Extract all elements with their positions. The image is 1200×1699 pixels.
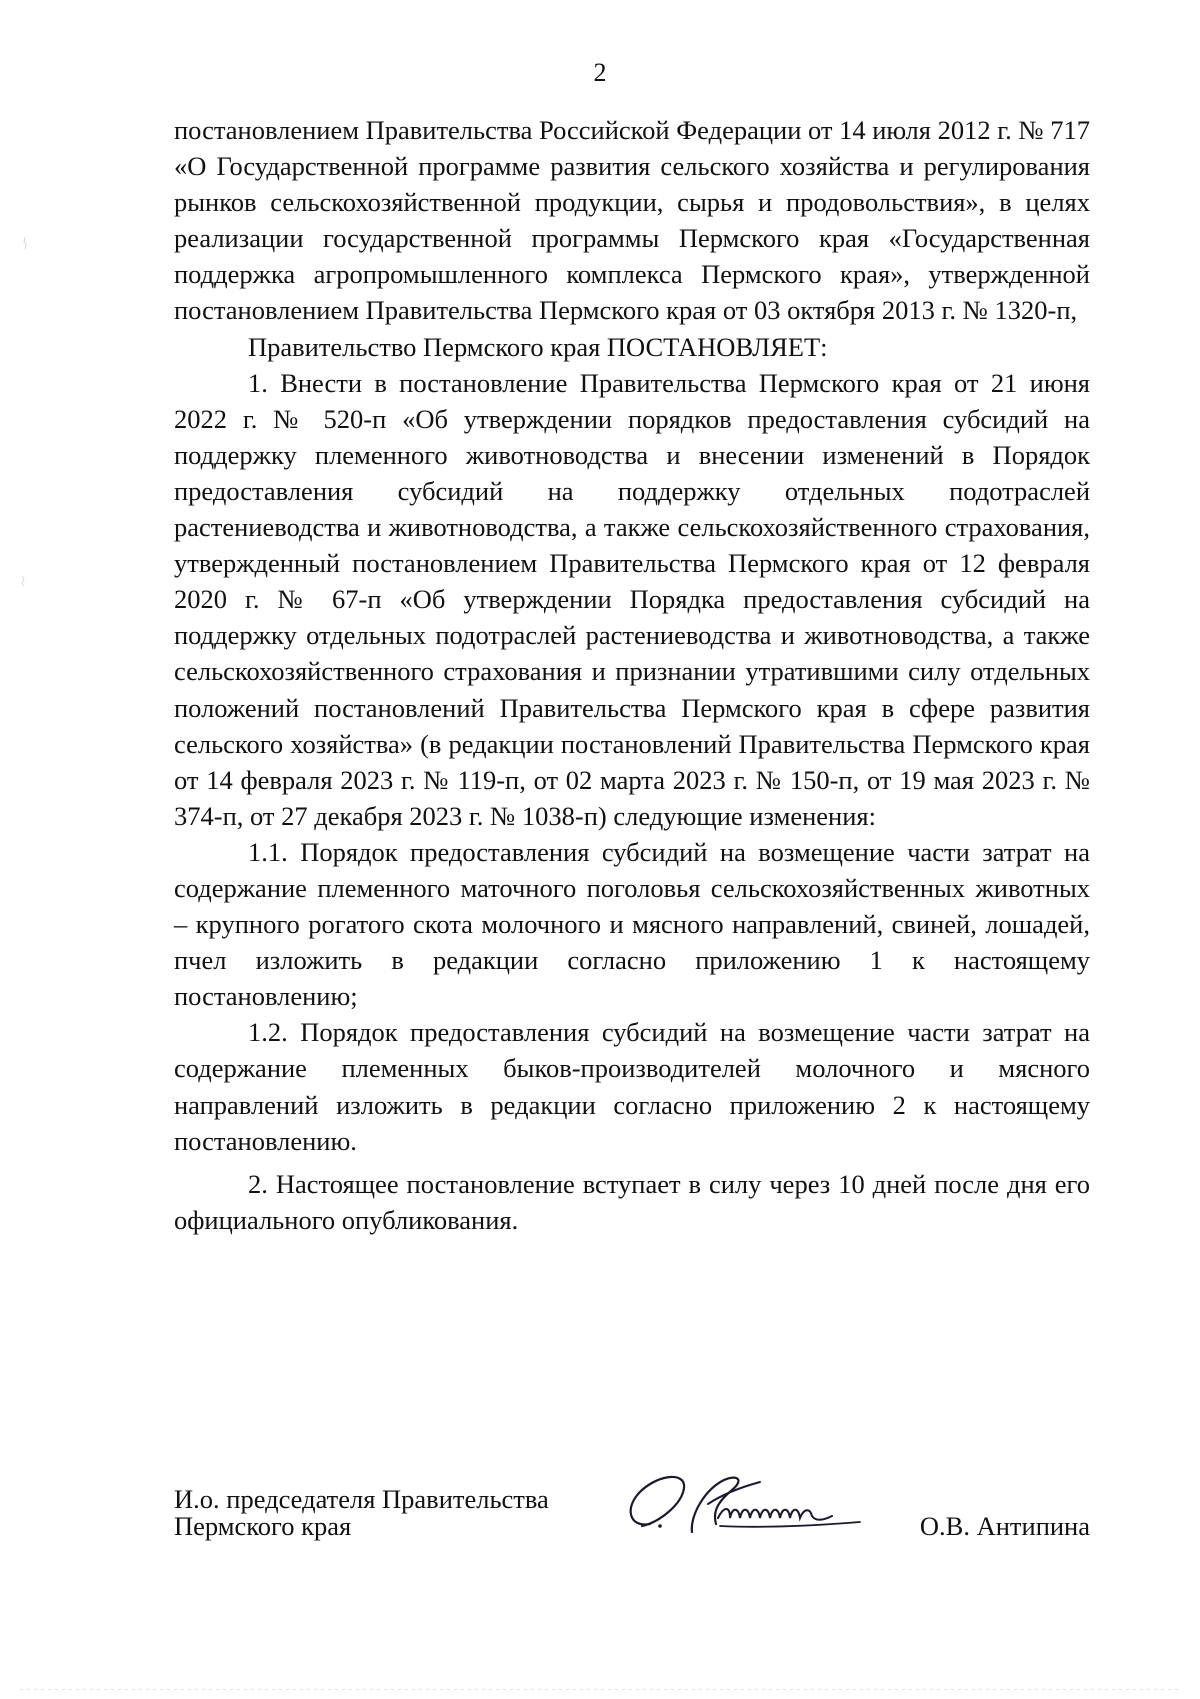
paragraph-item-1-2: 1.2. Порядок предоставления субсидий на возмещение части затрат на содержание племенных быков-производителей молочного и мясного направлений изложить в редакции согласно приложению 2 к настоящему постановлению. (174, 1017, 1090, 1156)
paragraph-item-2: 2. Настоящее постановление вступает в силу через 10 дней после дня его официального опубликования. (174, 1168, 1090, 1235)
page-number: 2 (593, 58, 607, 87)
signatory-name: О.В. Антипина (919, 1511, 1090, 1541)
document-body (174, 112, 1090, 1238)
signatory-position-line-1: И.о. председателя Правительства (174, 1484, 549, 1514)
scan-edge-icon (0, 1688, 1200, 1691)
signatory-position-line-2: Пермского края (174, 1511, 352, 1541)
paragraph-preamble: постановлением Правительства Российской Федерации от 14 июля 2012 г. № 717 «О Государственной программе развития сельского хозяйства и регулирования рынков сельскохозяйственной продукции, сырья и продовольствия», в целях реализации государственной программы Пермского края «Государственная поддержка агропромышленного комплекса Пермского края», утвержденной постановлением Правительства Пермского края от 03 октября 2013 г. № 1320-п, (174, 115, 1091, 326)
paragraph-item-1-1: 1.1. Порядок предоставления субсидий на возмещение части затрат на содержание племенного маточного поголовья сельскохозяйственных животных – крупного рогатого скота молочного и мясного направлений, свиней, лошадей, пчел изложить в редакции согласно приложению 1 к настоящему постановлению; (174, 836, 1090, 1012)
paragraph-item-1: 1. Внести в постановление Правительства Пермского края от 21 июня 2022 г. № 520-п «Об утверждении порядков предоставления субсидий на поддержку племенного животноводства и внесении изменений в Порядок предоставления субсидий на поддержку отдельных подотраслей растениеводства и животноводства, а также сельскохозяйственного страхования, утвержденный постановлением Правительства Пермского края от 12 февраля 2020 г. № 67-п «Об утверждении Порядка предоставления субсидий на поддержку отдельных подотраслей растениеводства и животноводства, а также сельскохозяйственного страхования и признании утратившими силу отдельных положений постановлений Правительства Пермского края в сфере развития сельского хозяйства» (в редакции постановлений Правительства Пермского края от 14 февраля 2023 г. № 119-п, от 02 марта 2023 г. № 150-п, от 19 мая 2023 г. № 374-п, от 27 декабря 2023 г. № 1038-п) следующие изменения: (174, 367, 1090, 831)
handwritten-signature-icon (620, 1466, 900, 1548)
paragraph-resolves: Правительство Пермского края ПОСТАНОВЛЯЕТ: (248, 331, 828, 362)
scan-speck-icon (20, 574, 26, 588)
scan-speck-icon (22, 236, 28, 250)
signatory-position (174, 1486, 549, 1540)
signature-block (174, 1486, 1090, 1576)
